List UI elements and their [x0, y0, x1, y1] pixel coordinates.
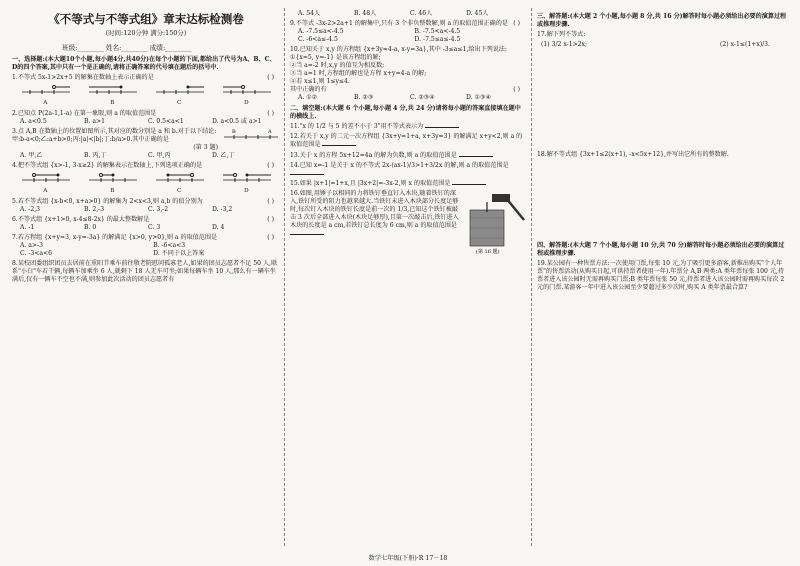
- column-left: [12, 10, 280, 548]
- answer-blank[interactable]: [290, 174, 324, 175]
- question-5-options: A. -2,3 B. 2,-3 C. 3,-2 D. -3,2: [20, 205, 233, 213]
- answer-space-18[interactable]: [537, 159, 790, 239]
- answer-blank[interactable]: [290, 234, 324, 235]
- question-8: 8.某校团委组织团员去居前在重阳节乘车前往敬老院慰问孤寡老人,如果的团员志愿者不足 50 人,联系"小白"车若干辆,每辆车加乘坐 6 人,就剩下 18 人无车可坐;如果每辆车坐 10 人,那么有一辆车坐满后,仅有一辆车不空也不满,则参加此次活动的团员志愿者有: [12, 260, 278, 284]
- question-6-options: A. -1 B. 0 C. 3 D. 4: [20, 224, 225, 232]
- answer-blank[interactable]: [459, 156, 493, 157]
- q4-number-line-d-icon: [221, 172, 273, 186]
- question-17-part-2: (2) x-1≤(1+x)/3.: [720, 41, 770, 49]
- answer-space-17[interactable]: [537, 49, 790, 149]
- question-13: 13.关于 x 的方程 5x+12=4a 的解为负数,则 a 的取值范围是: [290, 152, 526, 160]
- section-2-heading: 二、填空题:(本大题 6 个小题,每小题 4 分,共 24 分)请将每小题的答案直接填在题中的横线上.: [290, 105, 521, 121]
- number-line-a-icon: [20, 84, 72, 98]
- question-10-item-3: ③当 a=1 时,方程组的解也是方程 x+y=4-a 的解;: [290, 70, 427, 78]
- question-9: ( ) 9.不等式 -3x-2>2a+1 的解集中,只有 3 个非负整数解,则 a 的取值范围正确的是: [290, 20, 520, 28]
- question-16: (第 16 题) 16.如图,用锤子以相同的力将铁钉垂直钉入木块,随着铁钉的深入,铁钉所受的阻力也越来越大.当铁钉未进入木块部分长度足够时,每次钉入木块的铁钉长度是前一次的 1/3,已知这个铁钉被敲击 3 次后全部进入木块(木块足够厚),且第一次敲击后,铁钉进入木块的长度是 a cm,若铁钉总长度为 6 cm,则 a 的取值范围是: [290, 190, 526, 238]
- question-4-labels: A B C D: [43, 188, 249, 195]
- page-footer: 数学七年级(下册)·R 17－18: [368, 555, 448, 562]
- question-4-number-lines: [12, 172, 280, 186]
- number-line-c-icon: [154, 84, 206, 98]
- question-2: ( ) 2.已知点 P(2a-1,1-a) 在第一象限,则 a 的取值范围是: [12, 110, 274, 118]
- page-title: 《不等式与不等式组》章末达标检测卷: [48, 12, 244, 26]
- svg-text:(第 16 题): (第 16 题): [476, 248, 500, 255]
- question-10-item-2: ②当 a=-2 时,x,y 的值互为相反数;: [290, 62, 385, 70]
- section-3-heading: 三、解答题:(本大题 2 个小题,每小题 8 分,共 16 分)解答时每小题必须给出必要的演算过程或推理步骤.: [537, 13, 787, 29]
- column-divider-1: [284, 8, 285, 546]
- student-info: 班级:________ 姓名:________ 成绩:________: [62, 43, 192, 52]
- q4-number-line-c-icon: [154, 172, 206, 186]
- question-10-item-1: ①{x=5, y=-1} 是该方程组的解;: [290, 54, 381, 62]
- question-12: 12.若关于 x,y 的二元一次方程组 {3x+y=1+a, x+3y=3} 的解满足 x+y<2,则 a 的取值范围是: [290, 133, 523, 149]
- question-3-caption: (第 3 题): [193, 144, 218, 152]
- question-1-labels: A B C D: [43, 100, 249, 107]
- question-1-number-lines: [12, 84, 280, 98]
- question-5: ( ) 5.若不等式组 {x-b<0, x+a>0} 的解集为 2<x<3,则 a,b 的值分别为: [12, 197, 274, 205]
- answer-blank[interactable]: [425, 127, 459, 128]
- question-10-item-5: ( ) 其中正确的有: [290, 86, 520, 94]
- question-17-part-1: (1) 3/2 x-1>2x;: [541, 41, 588, 49]
- question-19: 19.某公园有一种售票方法:一次使用门票,每张 10 元,为了吸引更多游客,新推出购买"个人年票"的售票活动(从购买日起,可供持票者使用一年).年票分 A,B 两类:A 类年票每张 100 元,持票者进入该公园时无需再购买门票;B 类年票每张 50 元,持票者进入该公园时需再购买每次 2 元的门票.某游客一年中进入该公园至少要超过多少次时,购买 A 类年票最合算?: [537, 260, 785, 292]
- q4-number-line-a-icon: [20, 172, 72, 186]
- column-right: [537, 10, 790, 548]
- page-subtitle: (时间:120分钟 满分:150分): [105, 29, 187, 38]
- question-4: ( ) 4.把不等式组 {x>-1, 3-x≥2} 的解集表示在数轴上,下列选项正确的是: [12, 162, 274, 170]
- question-7: ( ) 7.若方程组 {x+y=3, x-y=-3a} 的解满足 {x>0, y>0},则 a 的取值范围是: [12, 234, 274, 242]
- question-14: 14.已知 x=-1 是关于 x 的不等式 2x-(ax-1)/3>1+3/2x 的解,则 a 的取值范围是: [290, 162, 526, 178]
- question-7-options: A. a>-3 B. -6<a<3 C. -3<a<6 D. 不同于以上答案: [20, 242, 205, 258]
- column-middle: [290, 10, 526, 548]
- question-11: 11."x 的 1/2 与 5 的差不小于 3"用不等式表示为: [290, 123, 526, 131]
- question-3-figure-icon: [222, 128, 280, 150]
- number-line-b-icon: [87, 84, 139, 98]
- question-9-options: A. -7.5≤a<-4.5 B. -7.5<a<-4.5 C. -6<a≤-4.5 D. -7.5≤a≤-4.5: [298, 28, 461, 44]
- question-2-options: A. a<0.5 B. a>1 C. 0.5<a<1 D. a<0.5 或 a>1: [20, 118, 262, 126]
- question-1: ( ) 1.不等式 5x-1>2x+5 的解集在数轴上表示正确的是: [12, 74, 274, 82]
- question-10-item-4: ④若 x≤1,则 1≤y≤4.: [290, 78, 350, 86]
- question-10-options: A. ①② B. ②③ C. ②③④ D. ①③④: [298, 94, 491, 102]
- section-1-heading: 一、选择题:(本大题10个小题,每小题4分,共40分)在每个小题的下面,都给出了代号为A、B、C、D的四个答案,其中只有一个是正确的,请将正确答案的代号填在题后的括号中.: [12, 56, 276, 72]
- question-6: ( ) 6.不等式组 {x+1>0, x-4≤8-2x} 的最大整数解是: [12, 215, 274, 223]
- question-10: 10.已知关于 x,y 的方程组 {x+3y=4-a, x-y=3a},其中 -3≤a≤1,给出下列说法:: [290, 46, 507, 54]
- svg-text:A: A: [268, 129, 272, 136]
- section-4-heading: 四、解答题:(本大题 7 个小题,每小题 10 分,共 70 分)解答时每小题必须给出必要的演算过程或推理步骤.: [537, 242, 785, 258]
- q4-number-line-b-icon: [87, 172, 139, 186]
- question-17-parts: [537, 39, 790, 49]
- hammer-nail-figure-icon: [466, 190, 526, 256]
- column-divider-2: [531, 8, 532, 546]
- question-3: B A 3.点 A,B 在数轴上的位置如图所示,其对应的数分别是 a 和 b.对于以下结论:甲:b-a<0;乙:a+b>0;丙:|a|<|b|;丁:b/a>0.其中正确的是 (第 3 题): [12, 128, 280, 152]
- question-17: 17.解下列不等式:: [537, 31, 586, 39]
- question-8-options: A. 54人 B. 48人 C. 46人 D. 45人: [298, 10, 489, 17]
- question-3-options: A. 甲,乙 B. 丙,丁 C. 甲,丙 D. 乙,丁: [20, 152, 235, 160]
- svg-text:B: B: [232, 129, 236, 136]
- question-15: 15.如果 |x+1|=1+x,且 |3x+2|=-3x-2,则 x 的取值范围是: [290, 180, 526, 188]
- answer-blank[interactable]: [322, 145, 356, 146]
- number-line-d-icon: [221, 84, 273, 98]
- question-18: 18.解不等式组 {3x+1≤2(x+1), -x<5x+12},并写出它所有的整数解.: [537, 151, 729, 159]
- answer-blank[interactable]: [452, 184, 486, 185]
